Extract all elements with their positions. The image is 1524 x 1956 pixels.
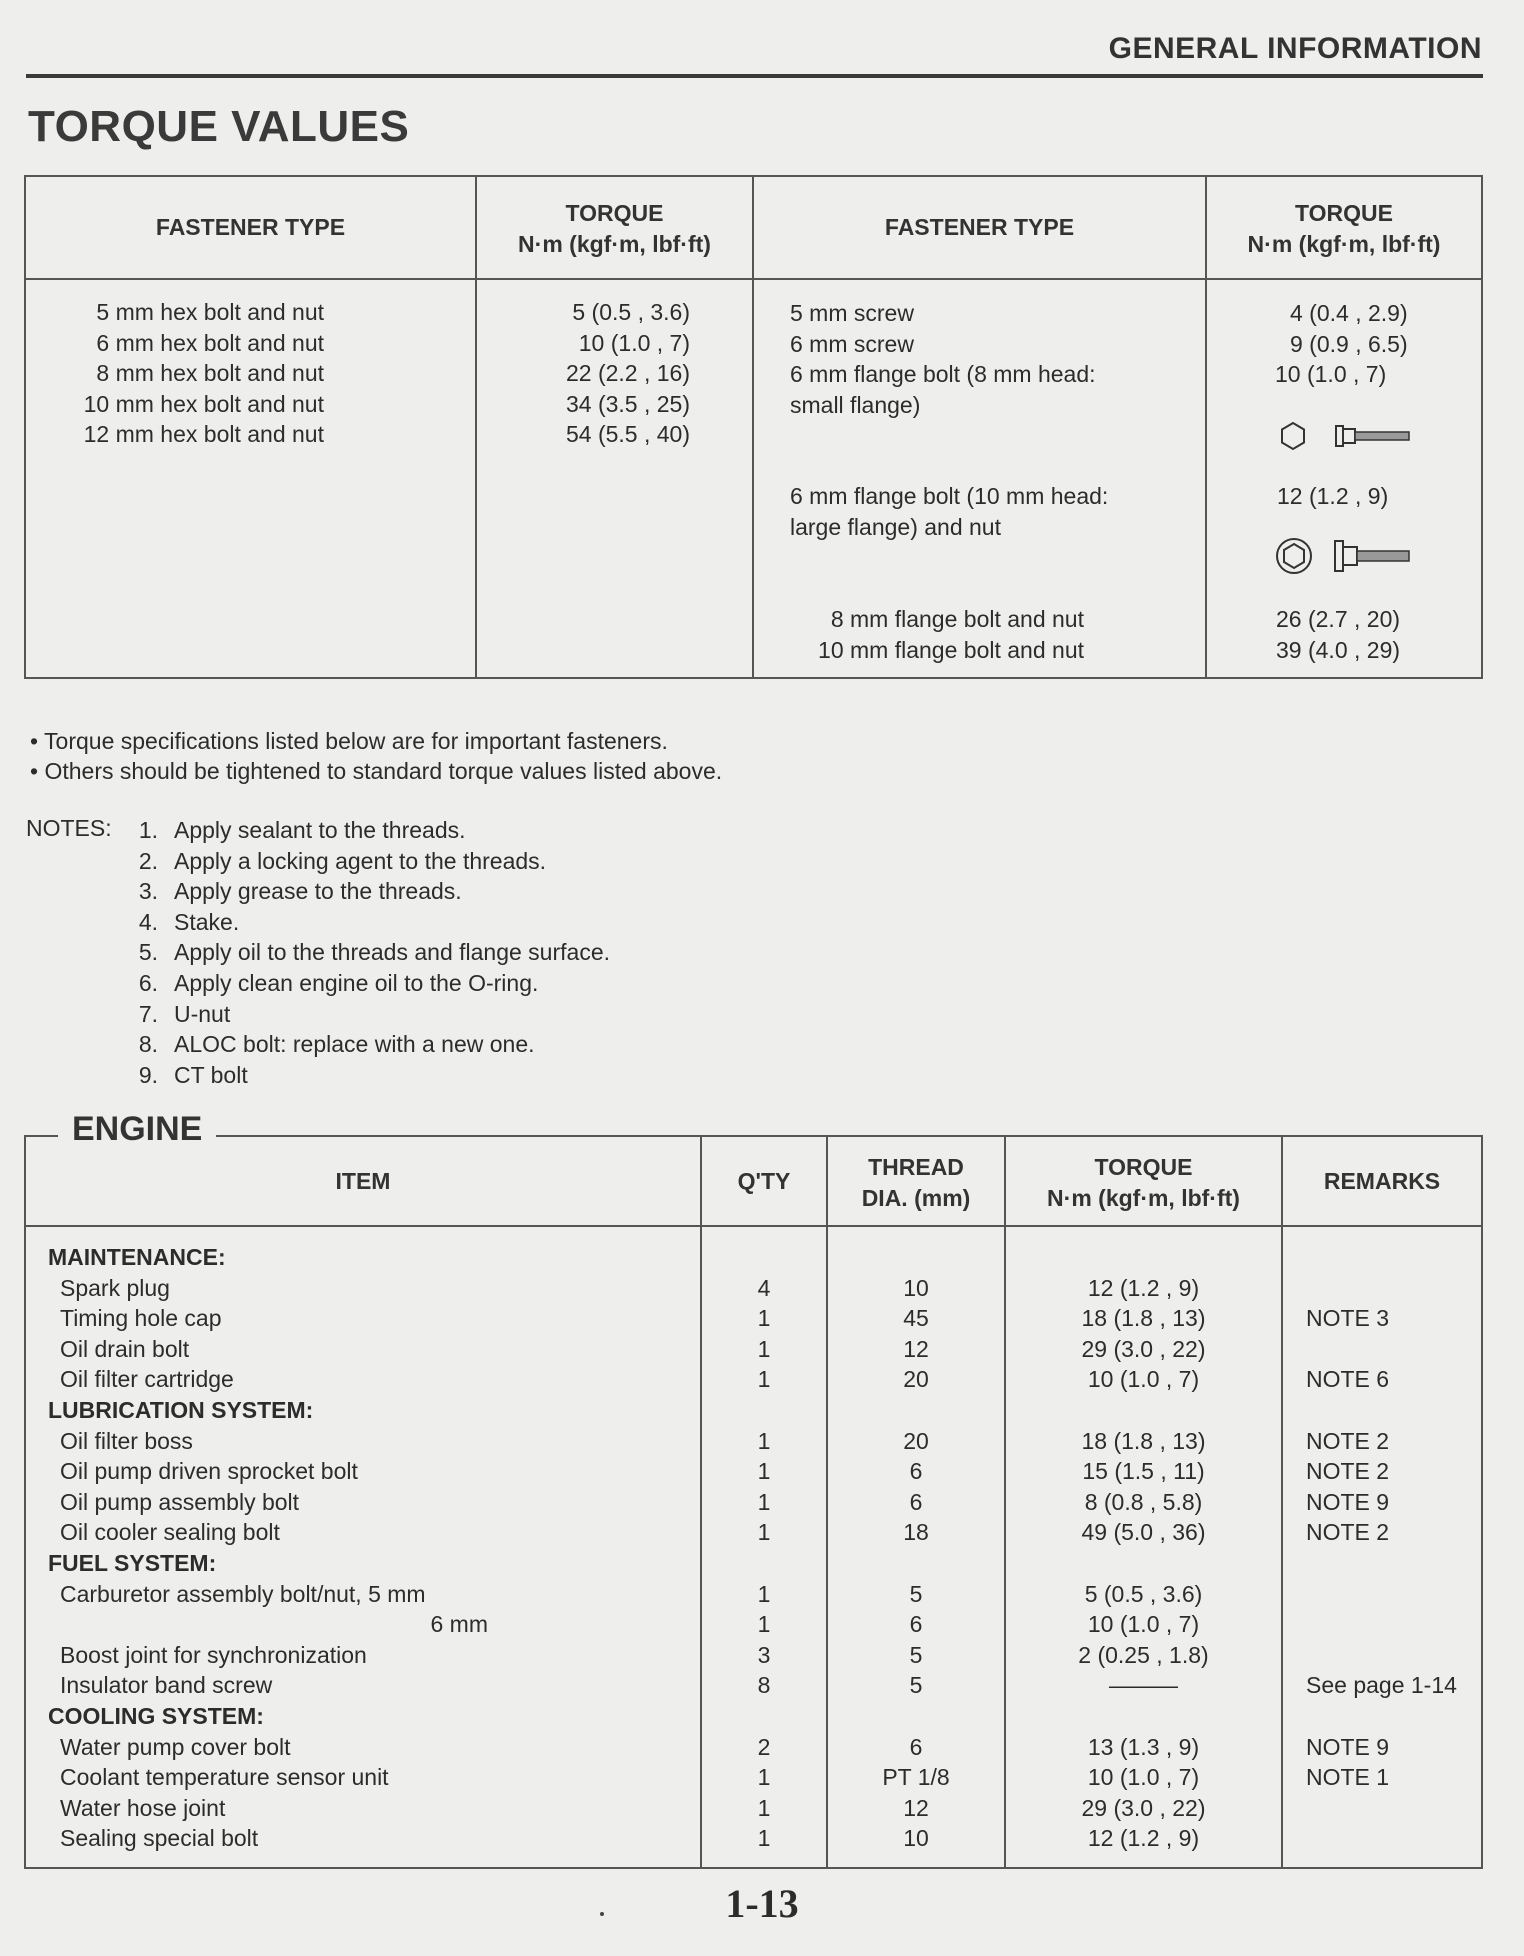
row-qty [702, 1242, 826, 1273]
row-item: Water hose joint [60, 1794, 226, 1821]
torque-column [1006, 1242, 1281, 1854]
row-item: Oil pump driven sprocket bolt [60, 1458, 358, 1485]
row-rem [1306, 1609, 1478, 1640]
row-qty: 1 [757, 1488, 771, 1515]
screw-list [790, 298, 1096, 420]
row-item: Carburetor assembly bolt/nut, 5 mm [60, 1580, 426, 1607]
row-torque: 10 (1.0 , 7) [1087, 1366, 1200, 1393]
large-flange-bolt-icon [1275, 536, 1413, 576]
large-flange-bolt-label: 6 mm flange bolt (10 mm head: large flange) and nut [790, 483, 1109, 540]
row-qty [702, 1548, 826, 1579]
torque-value: 22 (2.2 , 16) [565, 360, 690, 386]
row-rem: NOTE 9 [1306, 1488, 1390, 1515]
row-item: Sealing special bolt [60, 1825, 259, 1852]
row-torque: 49 (5.0 , 36) [1081, 1519, 1206, 1546]
row-item: 6 mm [430, 1611, 488, 1638]
row-torque: ——— [1109, 1672, 1178, 1699]
row-qty: 1 [757, 1458, 771, 1485]
notes-numbers: 1. 2. 3. 4. 5. 6. 7. 8. 9. [138, 817, 158, 1088]
header-fastener-type: FASTENER TYPE [155, 214, 346, 240]
row-dia: 6 [909, 1733, 923, 1760]
row-torque: 18 (1.8 , 13) [1081, 1427, 1206, 1454]
row-item: Insulator band screw [60, 1672, 273, 1699]
row-rem [1306, 1823, 1478, 1854]
fastener-name: 6 mm hex bolt and nut [96, 329, 324, 356]
torque-value: 5 (0.5 , 3.6) [572, 299, 690, 325]
row-item: Coolant temperature sensor unit [60, 1764, 389, 1791]
row-dia: 20 [903, 1366, 929, 1393]
torque-value: 34 (3.5 , 25) [565, 390, 690, 417]
row-qty: 1 [757, 1611, 771, 1638]
remarks-column [1306, 1242, 1478, 1854]
row-dia: 6 [909, 1611, 923, 1638]
row-dia [828, 1701, 1004, 1732]
row-rem [1306, 1395, 1478, 1426]
notes-label: NOTES: [26, 815, 112, 841]
fastener-name: 8 mm flange bolt and nut [830, 606, 1084, 632]
table-header-divider [24, 1225, 1483, 1227]
note-item: Apply grease to the threads. [174, 878, 462, 905]
header-thread: THREAD DIA. (mm) [861, 1154, 971, 1211]
thread-column [828, 1242, 1004, 1854]
screw-torques [1275, 298, 1408, 390]
note-item: CT bolt [174, 1061, 248, 1088]
row-qty: 1 [757, 1335, 771, 1362]
row-torque: 18 (1.8 , 13) [1081, 1305, 1206, 1332]
row-torque: 29 (3.0 , 22) [1081, 1335, 1206, 1362]
note-item: U-nut [174, 1000, 231, 1027]
qty-column [702, 1242, 826, 1854]
row-torque [1006, 1701, 1281, 1732]
row-torque: 2 (0.25 , 1.8) [1078, 1641, 1209, 1668]
header-remarks: REMARKS [1323, 1168, 1441, 1194]
row-torque: 10 (1.0 , 7) [1087, 1611, 1200, 1638]
row-item: Boost joint for synchronization [60, 1641, 367, 1668]
note-item: ALOC bolt: replace with a new one. [174, 1031, 535, 1058]
row-rem: NOTE 2 [1306, 1427, 1390, 1454]
row-qty: 8 [757, 1672, 771, 1699]
torque-value: 10 (1.0 , 7) [1275, 361, 1387, 387]
fastener-name: 12 mm hex bolt and nut [83, 421, 324, 447]
row-qty [702, 1395, 826, 1426]
header-torque: TORQUE N·m (kgf·m, lbf·ft) [518, 200, 711, 257]
row-rem [1306, 1640, 1478, 1671]
section-heading: LUBRICATION SYSTEM: [48, 1396, 314, 1423]
row-rem [1306, 1548, 1478, 1579]
row-torque: 15 (1.5 , 11) [1082, 1458, 1205, 1485]
row-rem: NOTE 9 [1306, 1733, 1390, 1760]
row-item: Timing hole cap [60, 1305, 222, 1332]
item-column [48, 1242, 488, 1854]
row-rem: NOTE 3 [1306, 1305, 1390, 1332]
row-item: Water pump cover bolt [60, 1733, 291, 1760]
row-dia: 20 [903, 1427, 929, 1454]
section-heading: FUEL SYSTEM: [48, 1549, 217, 1576]
row-qty: 4 [757, 1274, 771, 1301]
row-dia: 6 [909, 1458, 923, 1485]
row-rem [1306, 1273, 1478, 1304]
note-item: Apply oil to the threads and flange surface. [174, 939, 611, 966]
section-heading: MAINTENANCE: [48, 1244, 226, 1270]
row-qty: 1 [757, 1305, 771, 1332]
row-dia [828, 1548, 1004, 1579]
fastener-name: small flange) [790, 391, 921, 418]
row-dia: 10 [903, 1825, 929, 1852]
flange-bolt-list [778, 604, 1084, 665]
row-item: Oil filter boss [60, 1427, 193, 1454]
row-dia: 5 [909, 1641, 923, 1668]
header-torque: TORQUE N·m (kgf·m, lbf·ft) [1247, 200, 1441, 257]
row-torque [1006, 1395, 1281, 1426]
torque-value: 4 (0.4 , 2.9) [1290, 300, 1408, 326]
notes-texts [174, 815, 610, 1090]
torque-value: 12 (1.2 , 9) [1277, 483, 1389, 509]
row-item: Oil cooler sealing bolt [60, 1519, 280, 1546]
fastener-name: 10 mm hex bolt and nut [83, 390, 324, 417]
row-item: Oil drain bolt [60, 1335, 190, 1362]
fastener-name: 5 mm screw [790, 300, 914, 326]
row-qty: 1 [757, 1794, 771, 1821]
header-item: ITEM [335, 1168, 391, 1194]
row-dia: PT 1/8 [882, 1764, 950, 1791]
column-divider [1281, 1135, 1283, 1869]
row-dia: 5 [909, 1672, 923, 1699]
row-dia: 6 [909, 1488, 923, 1515]
flange-bolt-torques [1276, 604, 1400, 665]
section-header: GENERAL INFORMATION [1108, 32, 1482, 65]
row-torque [1006, 1548, 1281, 1579]
row-qty: 1 [757, 1427, 771, 1454]
torque-value: 10 (1.0 , 7) [578, 329, 690, 356]
torque-value: 9 (0.9 , 6.5) [1290, 330, 1408, 357]
row-qty: 3 [757, 1641, 771, 1668]
row-qty [702, 1701, 826, 1732]
torque-value: 26 (2.7 , 20) [1276, 606, 1401, 632]
row-dia: 45 [903, 1305, 929, 1332]
row-qty: 2 [757, 1733, 771, 1760]
small-flange-bolt-icon [1278, 420, 1413, 452]
row-dia [828, 1242, 1004, 1273]
row-rem: NOTE 1 [1306, 1764, 1390, 1791]
row-rem [1306, 1242, 1478, 1273]
row-item: Oil filter cartridge [60, 1366, 234, 1393]
note-item: Stake. [174, 908, 240, 935]
fastener-name: 10 mm flange bolt and nut [818, 636, 1084, 663]
row-torque: 5 (0.5 , 3.6) [1084, 1580, 1203, 1607]
row-item: Oil pump assembly bolt [60, 1488, 300, 1515]
row-dia: 18 [903, 1519, 929, 1546]
bullet-item: • Others should be tightened to standard torque values listed above. [30, 758, 723, 784]
header-fastener-type: FASTENER TYPE [884, 214, 1075, 240]
row-torque: 10 (1.0 , 7) [1087, 1764, 1200, 1791]
hex-bolt-list [50, 297, 324, 450]
row-torque [1006, 1242, 1281, 1273]
fastener-name: 6 mm flange bolt (8 mm head: [790, 361, 1096, 387]
torque-value: 54 (5.5 , 40) [565, 421, 690, 447]
row-torque: 12 (1.2 , 9) [1087, 1274, 1200, 1301]
row-rem [1306, 1334, 1478, 1365]
note-item: Apply clean engine oil to the O-ring. [174, 969, 539, 996]
header-torque: TORQUE N·m (kgf·m, lbf·ft) [1047, 1154, 1240, 1211]
row-qty: 1 [757, 1519, 771, 1546]
bullet-list [30, 726, 722, 786]
header-qty: Q'TY [737, 1168, 791, 1194]
page-title: TORQUE VALUES [28, 102, 410, 151]
row-dia [828, 1395, 1004, 1426]
bullet-item: • Torque specifications listed below are for important fasteners. [30, 728, 668, 754]
torque-value: 39 (4.0 , 29) [1276, 636, 1401, 663]
fastener-name: 6 mm screw [790, 330, 914, 357]
fastener-name: 5 mm hex bolt and nut [96, 299, 324, 325]
row-rem [1306, 1579, 1478, 1610]
row-dia: 12 [903, 1794, 929, 1821]
row-qty: 1 [757, 1764, 771, 1791]
row-item: Spark plug [60, 1274, 170, 1301]
fastener-name: 8 mm hex bolt and nut [96, 360, 324, 386]
section-heading: COOLING SYSTEM: [48, 1702, 264, 1729]
row-qty: 1 [757, 1825, 771, 1852]
row-rem [1306, 1701, 1478, 1732]
engine-section-title: ENGINE [58, 1110, 216, 1149]
row-torque: 13 (1.3 , 9) [1087, 1733, 1200, 1760]
column-divider [752, 175, 754, 679]
row-qty: 1 [757, 1366, 771, 1393]
row-rem: NOTE 2 [1306, 1519, 1390, 1546]
row-dia: 5 [909, 1580, 923, 1607]
header-rule [26, 74, 1483, 78]
hex-bolt-torques [540, 297, 690, 450]
row-torque: 8 (0.8 , 5.8) [1084, 1488, 1203, 1515]
row-rem [1306, 1793, 1478, 1824]
row-rem: NOTE 2 [1306, 1458, 1390, 1485]
note-item: Apply sealant to the threads. [174, 817, 466, 843]
row-dia: 10 [903, 1274, 929, 1301]
row-qty: 1 [757, 1580, 771, 1607]
row-rem: See page 1-14 [1306, 1672, 1457, 1699]
row-rem: NOTE 6 [1306, 1366, 1390, 1393]
row-torque: 12 (1.2 , 9) [1087, 1825, 1200, 1852]
row-torque: 29 (3.0 , 22) [1081, 1794, 1206, 1821]
page-number: 1-13 [725, 1881, 799, 1926]
row-dia: 12 [903, 1335, 929, 1362]
note-item: Apply a locking agent to the threads. [174, 847, 547, 874]
